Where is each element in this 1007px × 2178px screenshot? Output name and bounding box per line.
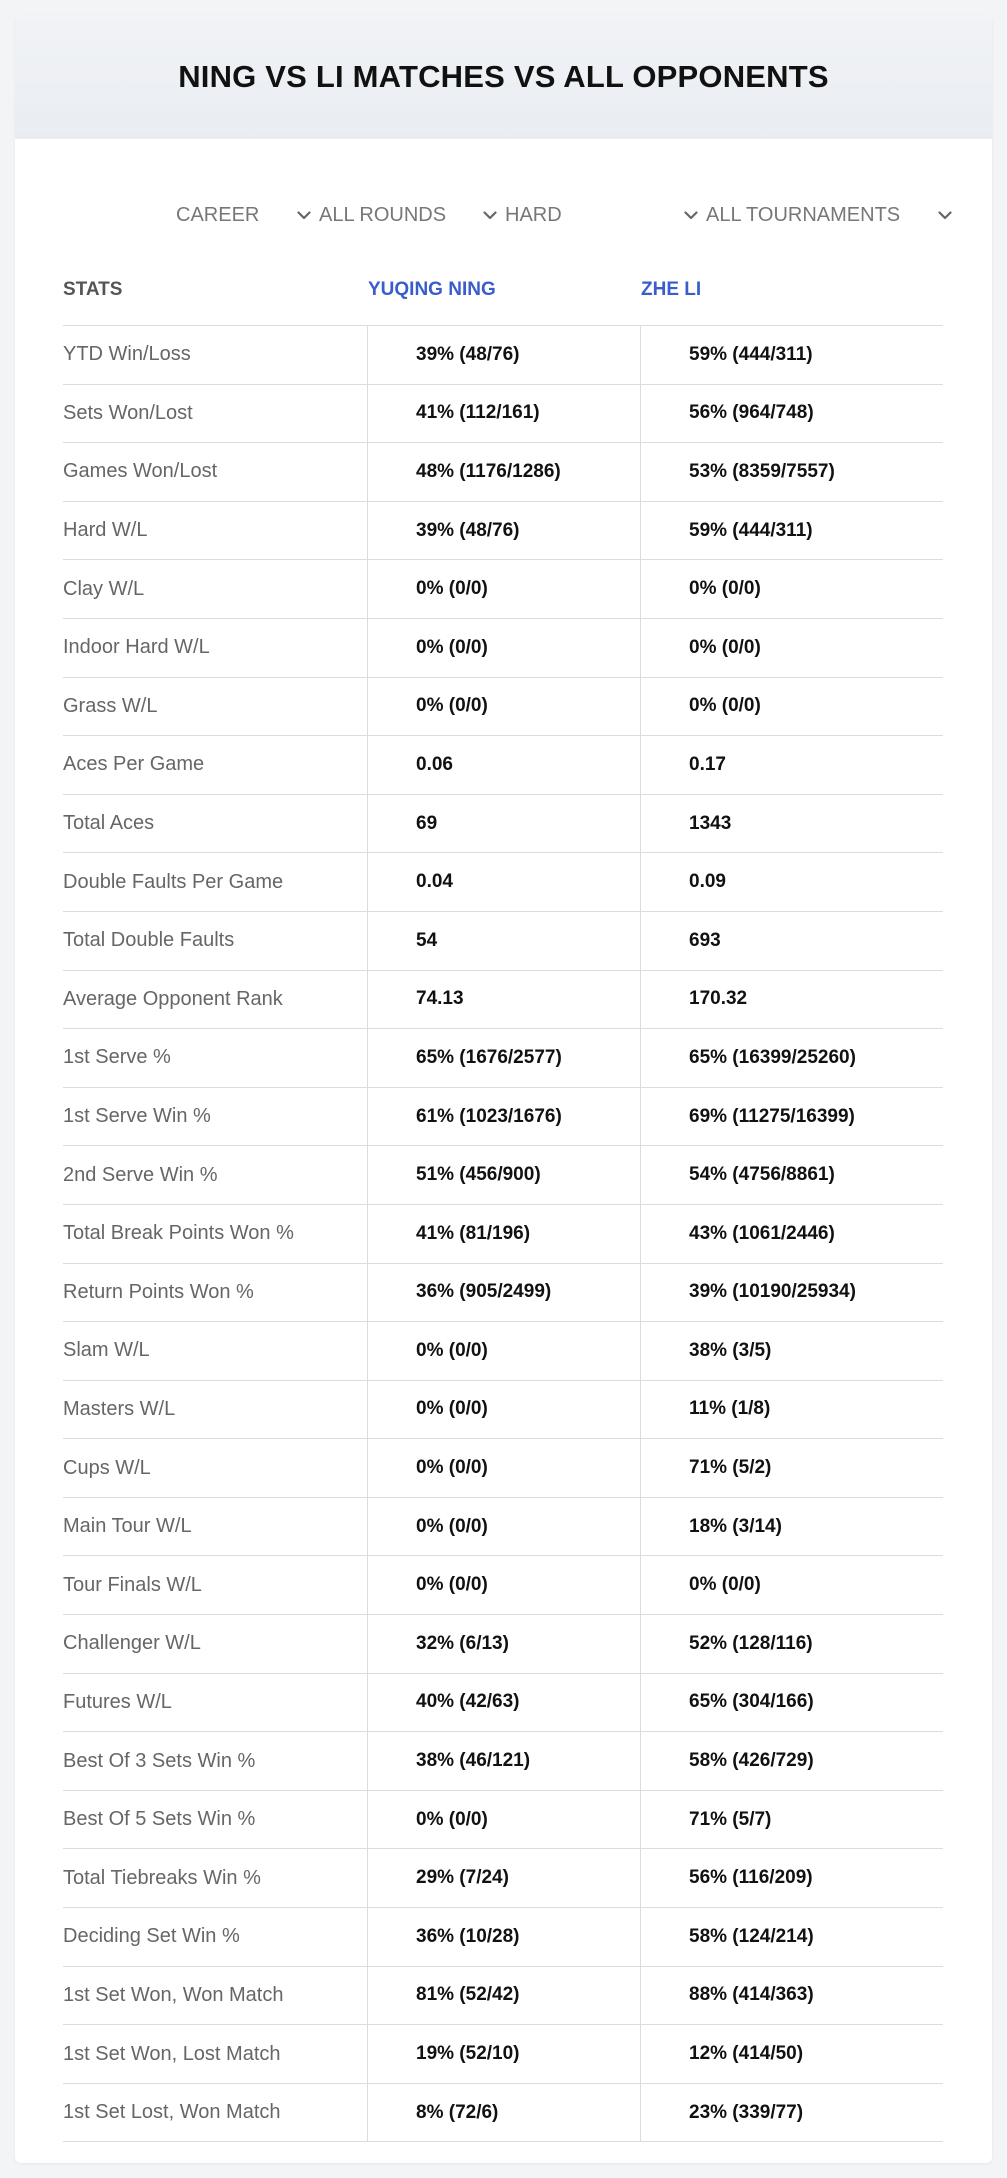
player1-value: 54 <box>368 912 641 970</box>
table-row <box>63 1791 943 1850</box>
table-row <box>63 912 943 971</box>
stat-label: Futures W/L <box>63 1674 368 1732</box>
stat-label: Games Won/Lost <box>63 443 368 501</box>
stat-label: YTD Win/Loss <box>63 326 368 384</box>
player2-value: 52% (128/116) <box>689 1632 813 1654</box>
player2-value: 38% (3/5) <box>689 1339 772 1361</box>
table-body <box>63 326 943 2142</box>
player2-value: 0% (0/0) <box>689 636 761 658</box>
player1-value: 81% (52/42) <box>368 1967 641 2025</box>
table-row <box>63 795 943 854</box>
table-row <box>63 1439 943 1498</box>
table-row <box>63 326 943 385</box>
stat-label: 1st Serve % <box>63 1029 368 1087</box>
stat-label: Best Of 3 Sets Win % <box>63 1732 368 1790</box>
player2-value: 69% (11275/16399) <box>689 1105 855 1127</box>
table-row <box>63 1029 943 1088</box>
chevron-down-icon <box>295 206 313 224</box>
table-row <box>63 1732 943 1791</box>
player1-value: 40% (42/63) <box>368 1674 641 1732</box>
surface-select[interactable] <box>505 191 700 239</box>
player2-value: 1343 <box>689 812 732 834</box>
rounds-select[interactable] <box>319 191 499 239</box>
player1-value: 39% (48/76) <box>368 326 641 384</box>
player2-value: 12% (414/50) <box>689 2043 804 2065</box>
player1-value: 0.04 <box>368 853 641 911</box>
tournaments-select-value: ALL TOURNAMENTS <box>706 203 901 226</box>
player2-value: 58% (124/214) <box>689 1925 814 1947</box>
player2-value: 88% (414/363) <box>689 1984 814 2006</box>
player1-value: 0% (0/0) <box>368 1439 641 1497</box>
player1-value: 8% (72/6) <box>368 2084 641 2142</box>
stat-label: Slam W/L <box>63 1322 368 1380</box>
player2-value: 43% (1061/2446) <box>689 1222 835 1244</box>
header-player1[interactable]: YUQING NING <box>368 279 496 300</box>
player1-value: 19% (52/10) <box>368 2025 641 2083</box>
player1-value: 36% (10/28) <box>368 1908 641 1966</box>
table-row <box>63 1205 943 1264</box>
table-row <box>63 678 943 737</box>
player1-value: 0% (0/0) <box>368 678 641 736</box>
player1-value: 0% (0/0) <box>368 1556 641 1614</box>
stat-label: Deciding Set Win % <box>63 1908 368 1966</box>
table-row <box>63 1381 943 1440</box>
player2-value: 0% (0/0) <box>689 578 761 600</box>
stat-label: 1st Set Won, Won Match <box>63 1967 368 2025</box>
stat-label: Masters W/L <box>63 1381 368 1439</box>
table-row <box>63 1088 943 1147</box>
table-row <box>63 971 943 1030</box>
player1-value: 32% (6/13) <box>368 1615 641 1673</box>
player1-value: 51% (456/900) <box>368 1146 641 1204</box>
table-row <box>63 1674 943 1733</box>
player1-value: 38% (46/121) <box>368 1732 641 1790</box>
period-select[interactable] <box>176 191 313 239</box>
player1-value: 0% (0/0) <box>368 619 641 677</box>
stat-label: Main Tour W/L <box>63 1498 368 1556</box>
player1-value: 36% (905/2499) <box>368 1264 641 1322</box>
stat-label: Best Of 5 Sets Win % <box>63 1791 368 1849</box>
player1-value: 65% (1676/2577) <box>368 1029 641 1087</box>
table-row <box>63 1322 943 1381</box>
filter-bar <box>15 191 992 239</box>
table-row <box>63 1967 943 2026</box>
period-select-value: CAREER <box>176 203 260 226</box>
player2-value: 71% (5/7) <box>689 1808 772 1830</box>
player1-value: 0% (0/0) <box>368 1381 641 1439</box>
stat-label: Return Points Won % <box>63 1264 368 1322</box>
player1-value: 0% (0/0) <box>368 1498 641 1556</box>
page-title: NING VS LI MATCHES VS ALL OPPONENTS <box>178 59 829 94</box>
stat-label: Hard W/L <box>63 502 368 560</box>
header-player2[interactable]: ZHE LI <box>641 279 702 300</box>
player1-value: 61% (1023/1676) <box>368 1088 641 1146</box>
player2-value: 170.32 <box>689 988 748 1010</box>
table-header <box>63 255 943 326</box>
table-row <box>63 1849 943 1908</box>
stat-label: Challenger W/L <box>63 1615 368 1673</box>
stat-label: 1st Set Won, Lost Match <box>63 2025 368 2083</box>
table-row <box>63 560 943 619</box>
player2-value: 58% (426/729) <box>689 1750 814 1772</box>
stats-table <box>63 255 943 2142</box>
table-row <box>63 385 943 444</box>
table-row <box>63 1615 943 1674</box>
player1-value: 41% (112/161) <box>368 385 641 443</box>
table-row <box>63 443 943 502</box>
player2-value: 0% (0/0) <box>689 695 761 717</box>
chevron-down-icon <box>936 206 954 224</box>
table-row <box>63 619 943 678</box>
table-row <box>63 736 943 795</box>
player2-value: 0% (0/0) <box>689 1574 761 1596</box>
player2-value: 59% (444/311) <box>689 343 813 365</box>
stat-label: Total Break Points Won % <box>63 1205 368 1263</box>
player1-value: 0% (0/0) <box>368 1791 641 1849</box>
player2-value: 65% (304/166) <box>689 1691 814 1713</box>
tournaments-select[interactable] <box>706 191 954 239</box>
player2-value: 54% (4756/8861) <box>689 1164 835 1186</box>
player2-value: 693 <box>689 929 721 951</box>
player1-value: 0.06 <box>368 736 641 794</box>
player1-value: 41% (81/196) <box>368 1205 641 1263</box>
table-row <box>63 2084 943 2143</box>
player2-value: 0.17 <box>689 753 726 775</box>
stat-label: 1st Set Lost, Won Match <box>63 2084 368 2142</box>
table-row <box>63 1908 943 1967</box>
stat-label: Cups W/L <box>63 1439 368 1497</box>
stat-label: Indoor Hard W/L <box>63 619 368 677</box>
chevron-down-icon <box>481 206 499 224</box>
table-row <box>63 1556 943 1615</box>
stat-label: Aces Per Game <box>63 736 368 794</box>
player2-value: 65% (16399/25260) <box>689 1046 856 1068</box>
rounds-select-value: ALL ROUNDS <box>319 203 447 226</box>
player2-value: 11% (1/8) <box>689 1398 771 1420</box>
player1-value: 29% (7/24) <box>368 1849 641 1907</box>
player2-value: 39% (10190/25934) <box>689 1281 856 1303</box>
chevron-down-icon <box>682 206 700 224</box>
player2-value: 23% (339/77) <box>689 2101 804 2123</box>
stat-label: Average Opponent Rank <box>63 971 368 1029</box>
stat-label: Total Aces <box>63 795 368 853</box>
player2-value: 56% (116/209) <box>689 1867 813 1889</box>
player2-value: 71% (5/2) <box>689 1457 772 1479</box>
stat-label: Sets Won/Lost <box>63 385 368 443</box>
stat-label: Clay W/L <box>63 560 368 618</box>
stat-label: Grass W/L <box>63 678 368 736</box>
player1-value: 69 <box>368 795 641 853</box>
card-header <box>15 15 992 139</box>
table-row <box>63 1498 943 1557</box>
stat-label: Total Tiebreaks Win % <box>63 1849 368 1907</box>
table-row <box>63 853 943 912</box>
stats-card <box>15 15 992 2163</box>
header-stats: STATS <box>63 279 123 300</box>
player1-value: 39% (48/76) <box>368 502 641 560</box>
stat-label: Total Double Faults <box>63 912 368 970</box>
table-row <box>63 1146 943 1205</box>
player1-value: 74.13 <box>368 971 641 1029</box>
player2-value: 56% (964/748) <box>689 402 814 424</box>
stat-label: 2nd Serve Win % <box>63 1146 368 1204</box>
table-row <box>63 1264 943 1323</box>
stat-label: Double Faults Per Game <box>63 853 368 911</box>
player2-value: 0.09 <box>689 871 726 893</box>
player1-value: 0% (0/0) <box>368 1322 641 1380</box>
player1-value: 48% (1176/1286) <box>368 443 641 501</box>
player1-value: 0% (0/0) <box>368 560 641 618</box>
table-row <box>63 2025 943 2084</box>
stat-label: 1st Serve Win % <box>63 1088 368 1146</box>
stat-label: Tour Finals W/L <box>63 1556 368 1614</box>
player2-value: 59% (444/311) <box>689 519 813 541</box>
player2-value: 18% (3/14) <box>689 1515 782 1537</box>
player2-value: 53% (8359/7557) <box>689 460 835 482</box>
table-row <box>63 502 943 561</box>
surface-select-value: HARD <box>505 203 562 226</box>
